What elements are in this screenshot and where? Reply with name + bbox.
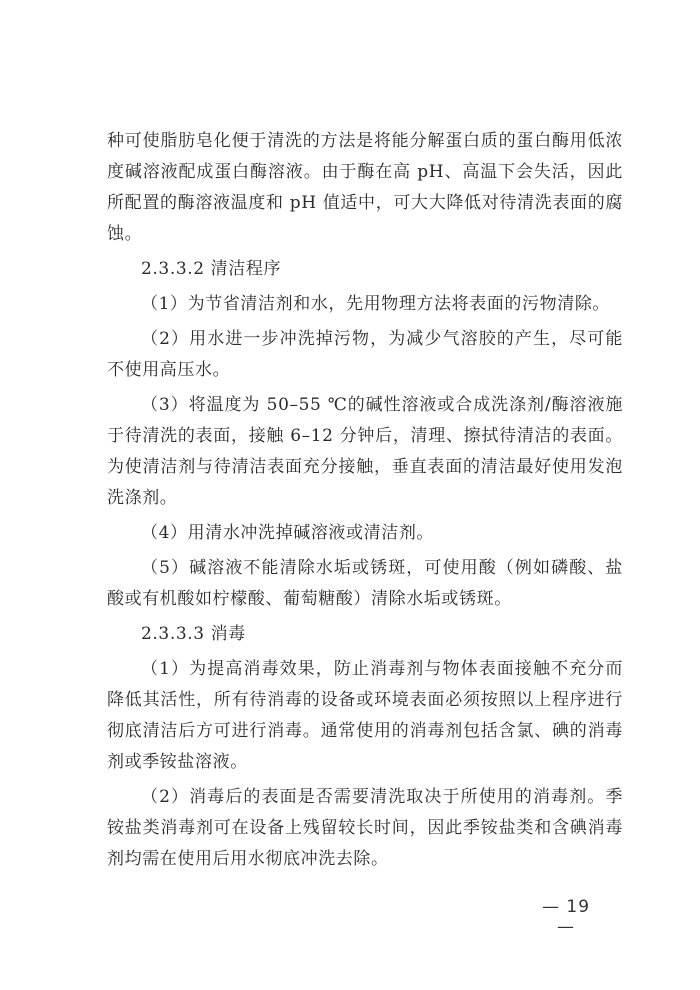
page-number: — 19 — (541, 897, 591, 937)
list-item-2: （2）用水进一步冲洗掉污物，为减少气溶胶的产生，尽可能不使用高压水。 (107, 329, 623, 380)
body-text (107, 126, 623, 875)
list-item-4: （4）用清水冲洗掉碱溶液或清洁剂。 (141, 523, 435, 543)
list-item-5: （5）碱溶液不能清除水垢或锈斑，可使用酸（例如磷酸、盐酸或有机酸如柠檬酸、葡萄糖酸）清除水垢或锈斑。 (107, 558, 623, 609)
paragraph-continuation: 种可使脂肪皂化便于清洗的方法是将能分解蛋白质的蛋白酶用低浓度碱溶液配成蛋白酶溶液。由于酶在高 pH、高温下会失活，因此所配置的酶溶液温度和 pH 值适中，可大大降低对待清洗表面的腐蚀。 (107, 131, 623, 244)
disinfection-item-1: （1）为提高消毒效果，防止消毒剂与物体表面接触不充分而降低其活性，所有待消毒的设备或环境表面必须按照以上程序进行彻底清洁后方可进行消毒。通常使用的消毒剂包括含氯、碘的消毒剂或季铵盐溶液。 (107, 659, 623, 772)
section-heading-cleaning-procedure: 2.3.3.2 清洁程序 (141, 259, 282, 279)
list-item-3: （3）将温度为 50–55 ℃的碱性溶液或合成洗涤剂/酶溶液施于待清洗的表面，接触 6–12 分钟后，清理、擦拭待清洁的表面。为使清洁剂与待清洁表面充分接触，垂直表面的清洁最好使用发泡洗涤剂。 (107, 395, 623, 508)
section-heading-disinfection: 2.3.3.3 消毒 (141, 624, 246, 644)
list-item-1: （1）为节省清洁剂和水，先用物理方法将表面的污物清除。 (141, 294, 611, 314)
disinfection-item-2: （2）消毒后的表面是否需要清洗取决于所使用的消毒剂。季铵盐类消毒剂可在设备上残留较长时间，因此季铵盐类和含碘消毒剂均需在使用后用水彻底冲洗去除。 (107, 787, 623, 869)
